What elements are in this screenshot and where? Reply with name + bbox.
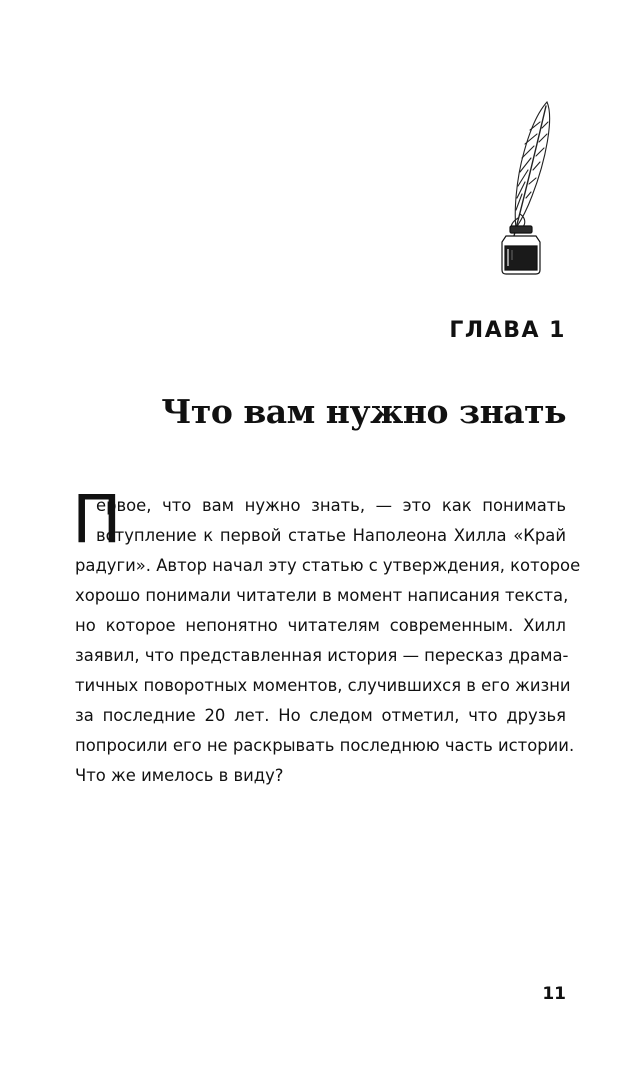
- quill-and-inkwell-icon: [496, 100, 556, 276]
- body-line: хорошо понимали читатели в момент написания текста,: [75, 586, 569, 605]
- body-line: тичных поворотных моментов, случившихся в его жизни: [75, 676, 571, 695]
- drop-cap: П: [72, 481, 122, 558]
- chapter-label: ГЛАВА 1: [449, 318, 566, 343]
- body-line: радуги». Автор начал эту статью с утверждения, которое: [75, 556, 581, 575]
- body-line: заявил, что представленная история — пересказ драма-: [75, 646, 569, 665]
- body-line: за последние 20 лет. Но следом отметил, что друзья: [75, 706, 566, 725]
- body-line: Что же имелось в виду?: [75, 766, 284, 785]
- body-line: попросили его не раскрывать последнюю часть истории.: [75, 736, 575, 755]
- body-line: но которое непонятно читателям современным. Хилл: [75, 616, 566, 635]
- page-number: 11: [542, 984, 566, 1004]
- body-line: ервое, что вам нужно знать, — это как понимать: [96, 496, 566, 515]
- chapter-title: Что вам нужно знать: [161, 392, 566, 431]
- body-line: вступление к первой статье Наполеона Хилла «Край: [96, 526, 566, 545]
- body-paragraph: [75, 491, 581, 791]
